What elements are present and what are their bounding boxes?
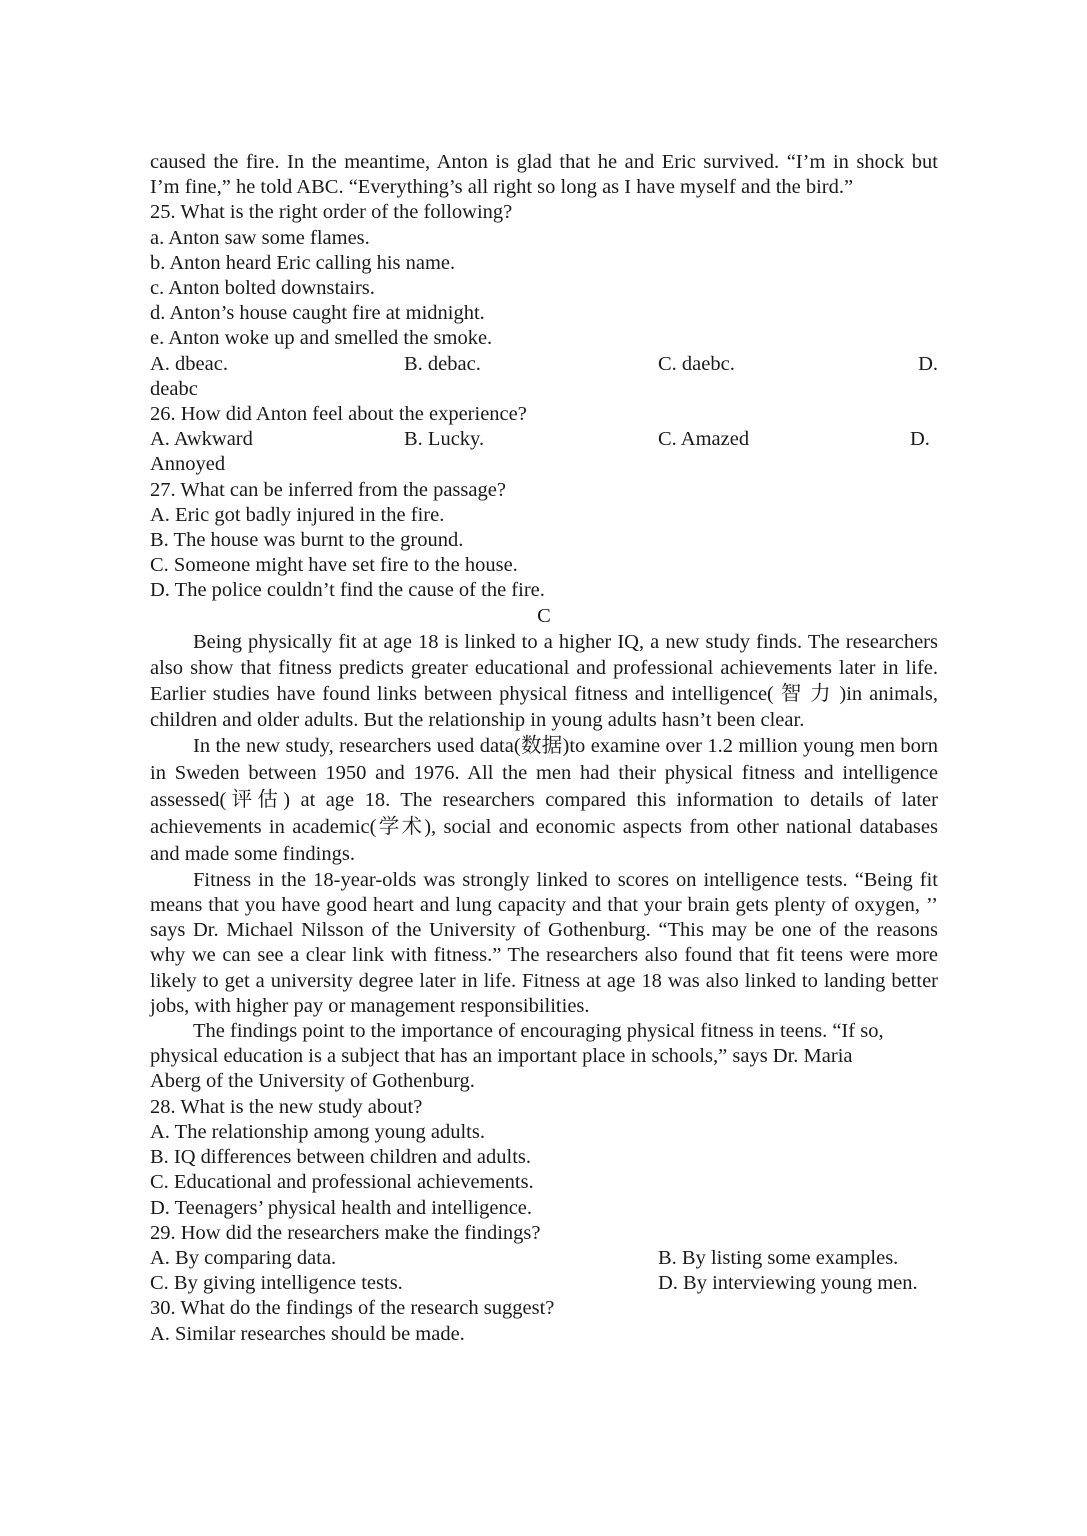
section-c-paragraph-3: Fitness in the 18-year-olds was strongly linked to scores on intelligence tests. “Being fit means that you have good heart and lung capacity and that your brain gets plenty of oxygen, ’’ says Dr. Michael Nilsson of the University of Gothenburg. “This may be one of the reasons why we can see a clear link with fitness.” The researchers also found that fit teens were more likely to get a university degree later in life. Fitness at age 18 was also linked to landing better jobs, with higher pay or management responsibilities. (150, 868, 938, 1017)
q25-option-c: C. daebc. (658, 352, 735, 375)
q29-option-a: A. By comparing data. (150, 1246, 337, 1269)
q28-option-b: B. IQ differences between children and adults. (150, 1146, 532, 1169)
q29-option-d: D. By interviewing young men. (658, 1272, 918, 1295)
q29-option-b: B. By listing some examples. (658, 1246, 899, 1269)
q28-option-a: A. The relationship among young adults. (150, 1120, 485, 1143)
section-c-paragraph-4-line-2: physical education is a subject that has an important place in schools,” says Dr. Maria (150, 1045, 853, 1068)
q26-question: 26. How did Anton feel about the experience? (150, 403, 527, 426)
q25-item-e: e. Anton woke up and smelled the smoke. (150, 327, 493, 350)
q25-item-d: d. Anton’s house caught fire at midnight. (150, 302, 485, 325)
q27-question: 27. What can be inferred from the passage? (150, 478, 506, 501)
section-c-paragraph-4-line-3: Aberg of the University of Gothenburg. (150, 1070, 475, 1093)
q25-item-a: a. Anton saw some flames. (150, 226, 370, 249)
q30-question: 30. What do the findings of the research suggest? (150, 1297, 555, 1320)
section-c-paragraph-1: Being physically fit at age 18 is linked to a higher IQ, a new study finds. The researchers also show that fitness predicts greater educational and professional achievements later in life. Earlier studies have found links between physical fitness and intelligence( 智 力 )in animals, children and older adults. But the relationship in young adults hasn’t been clear. (150, 630, 938, 731)
q28-question: 28. What is the new study about? (150, 1095, 423, 1118)
q27-option-a: A. Eric got badly injured in the fire. (150, 503, 445, 526)
q26-option-c: C. Amazed (658, 428, 750, 451)
q26-option-d-text: Annoyed (150, 453, 226, 476)
section-c-paragraph-2: In the new study, researchers used data(数据)to examine over 1.2 million young men born in Sweden between 1950 and 1976. All the men had their physical fitness and intelligence assessed(评估) at age 18. The researchers compared this information to details of later achievements in academic(学术), social and economic aspects from other national databases and made some findings. (150, 734, 938, 865)
q29-row-1 (150, 1246, 938, 1271)
exam-page (150, 150, 938, 1347)
q27-option-b: B. The house was burnt to the ground. (150, 529, 464, 552)
passage-b-line-2: I’m fine,” he told ABC. “Everything’s all right so long as I have myself and the bird.” (150, 176, 854, 199)
q26-option-b: B. Lucky. (404, 428, 485, 451)
q27-option-c: C. Someone might have set fire to the house. (150, 554, 518, 577)
q25-options (150, 352, 938, 377)
q25-option-d-text: deabc (150, 377, 198, 400)
section-c-paragraph-4-line-1: The findings point to the importance of encouraging physical fitness in teens. “If so, (193, 1020, 884, 1043)
q28-option-d: D. Teenagers’ physical health and intelligence. (150, 1196, 533, 1219)
q26-option-a: A. Awkward (150, 428, 253, 451)
q25-option-d: D. (918, 352, 938, 375)
q25-option-b: B. debac. (404, 352, 481, 375)
q25-question: 25. What is the right order of the following? (150, 201, 513, 224)
q26-option-d: D. (910, 428, 930, 451)
q25-item-c: c. Anton bolted downstairs. (150, 277, 375, 300)
q28-option-c: C. Educational and professional achievements. (150, 1171, 534, 1194)
q27-option-d: D. The police couldn’t find the cause of the fire. (150, 579, 545, 602)
q29-option-c: C. By giving intelligence tests. (150, 1272, 403, 1295)
q30-option-a: A. Similar researches should be made. (150, 1322, 465, 1345)
q25-item-b: b. Anton heard Eric calling his name. (150, 251, 456, 274)
q25-option-a: A. dbeac. (150, 352, 228, 375)
q29-question: 29. How did the researchers make the findings? (150, 1221, 541, 1244)
q29-row-2 (150, 1271, 938, 1296)
passage-b-line-1: caused the fire. In the meantime, Anton is glad that he and Eric survived. “I’m in shock but (150, 151, 938, 173)
section-c-heading: C (537, 604, 551, 627)
q26-options (150, 427, 938, 452)
